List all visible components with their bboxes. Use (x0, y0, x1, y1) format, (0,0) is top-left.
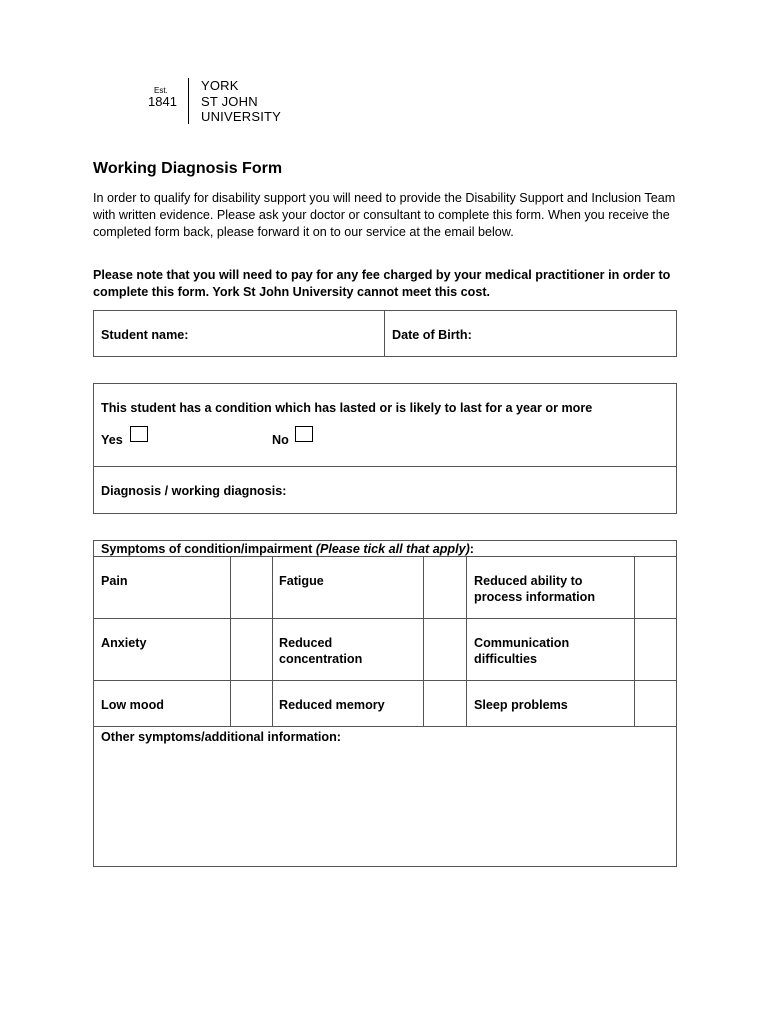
symptoms-header-divider (94, 556, 676, 557)
symptom-reduced-memory: Reduced memory (279, 698, 385, 712)
no-label: No (272, 433, 289, 447)
no-checkbox[interactable] (295, 426, 313, 442)
condition-divider (94, 466, 676, 467)
logo-year: 1841 (148, 94, 177, 109)
tick-cell-fatigue[interactable] (424, 557, 466, 618)
diagnosis-field[interactable]: Diagnosis / working diagnosis: (101, 484, 287, 498)
student-info-table (93, 310, 677, 357)
tick-cell-reduced-ability[interactable] (635, 557, 676, 618)
symptom-fatigue: Fatigue (279, 574, 324, 588)
yes-label: Yes (101, 433, 123, 447)
symptom-reduced-concentration: Reduced concentration (279, 636, 363, 666)
student-info-divider (384, 311, 385, 356)
logo-name: YORK ST JOHN UNIVERSITY (201, 78, 282, 124)
tick-cell-reduced-concentration[interactable] (424, 619, 466, 680)
logo-est: Est. (154, 86, 168, 95)
row-divider (94, 726, 676, 727)
tick-cell-sleep[interactable] (635, 681, 676, 726)
symptom-pain: Pain (101, 574, 128, 588)
tick-cell-low-mood[interactable] (231, 681, 272, 726)
intro-paragraph: In order to qualify for disability support you will need to provide the Disability Support and Inclusion Team with written evidence. Please ask your doctor or consultant to complete this form. When you receive the completed form back, please forward it on to our service at the email below. (93, 191, 676, 239)
other-symptoms-field[interactable]: Other symptoms/additional information: (101, 730, 341, 744)
form-title: Working Diagnosis Form (93, 160, 283, 177)
symptom-low-mood: Low mood (101, 698, 164, 712)
condition-question: This student has a condition which has lasted or is likely to last for a year or more (101, 401, 593, 415)
row-divider (94, 618, 676, 619)
column-divider (272, 557, 273, 727)
symptom-sleep: Sleep problems (474, 698, 568, 712)
symptoms-table (93, 540, 677, 867)
student-name-field[interactable]: Student name: (101, 328, 189, 342)
logo-divider (188, 78, 189, 124)
tick-cell-anxiety[interactable] (231, 619, 272, 680)
condition-table (93, 383, 677, 514)
tick-cell-reduced-memory[interactable] (424, 681, 466, 726)
fee-note: Please note that you will need to pay for any fee charged by your medical practitioner in order to complete this form. York St John University cannot meet this cost. (93, 268, 671, 299)
symptom-anxiety: Anxiety (101, 636, 147, 650)
symptom-communication: Communication difficulties (474, 636, 570, 666)
tick-cell-pain[interactable] (231, 557, 272, 618)
tick-cell-communication[interactable] (635, 619, 676, 680)
row-divider (94, 680, 676, 681)
date-of-birth-field[interactable]: Date of Birth: (392, 328, 472, 342)
symptoms-header: Symptoms of condition/impairment (Please tick all that apply): (101, 542, 474, 556)
column-divider (466, 557, 467, 727)
symptom-reduced-ability: Reduced ability to process information (474, 574, 596, 604)
yes-checkbox[interactable] (130, 426, 148, 442)
